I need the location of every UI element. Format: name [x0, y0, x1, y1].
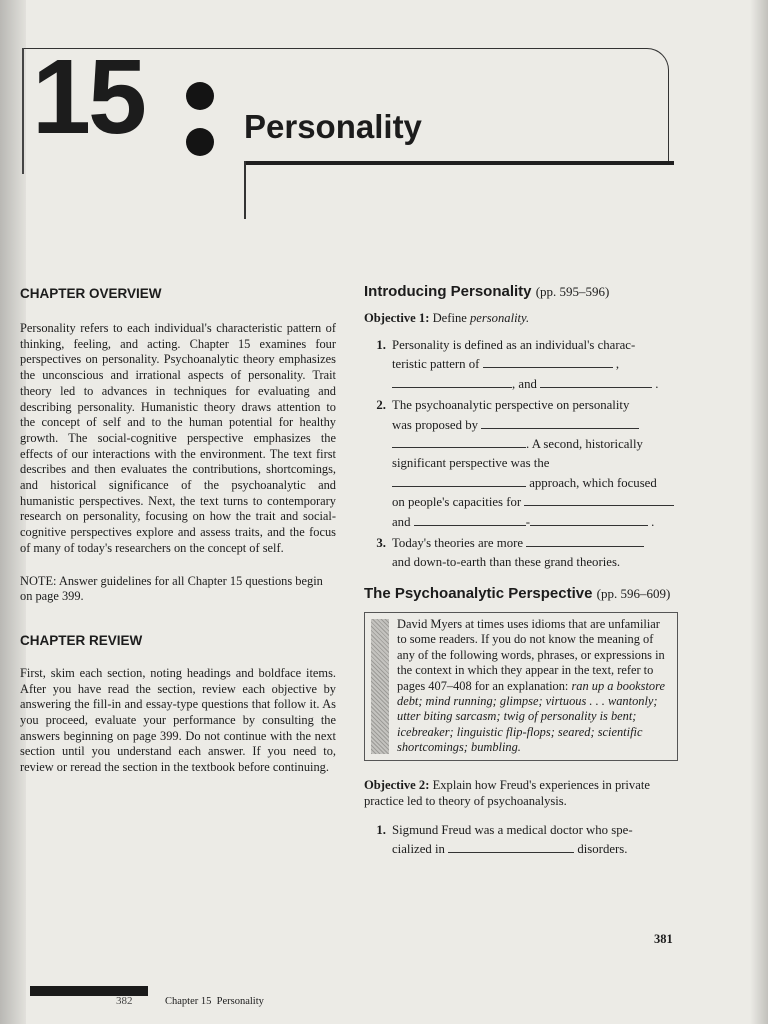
review-text: First, skim each section, noting headings and boldface items. After you have read the section, review each objective by answering the fill-in and essay-type questions that follow it. As you proceed, evaluate your performance by consulting the answers beginning on page 399. Do not continue with the next section until you understand each answer. If you need to, review or reread the section in the textbook before continuing.	[20, 665, 336, 775]
blank-2c[interactable]	[392, 475, 526, 487]
scan-shadow-right	[750, 0, 768, 1024]
blank-q2-1[interactable]	[448, 841, 574, 853]
blank-2a[interactable]	[481, 417, 639, 429]
blank-2f[interactable]	[530, 514, 648, 526]
footer-page-number: 382	[116, 995, 133, 1007]
header-rule-stem	[244, 161, 246, 219]
box-shade	[371, 619, 389, 754]
header-frame-left	[22, 48, 24, 174]
blank-2e[interactable]	[414, 514, 526, 526]
page-number: 381	[654, 932, 673, 946]
overview-note: NOTE: Answer guidelines for all Chapter 15 questions begin on page 399.	[20, 573, 323, 604]
chapter-number: 15	[32, 38, 144, 156]
psychoanalytic-pages: (pp. 596–609)	[596, 585, 671, 601]
overview-heading: CHAPTER OVERVIEW	[20, 286, 162, 301]
idiom-box	[364, 612, 678, 761]
intro-heading: Introducing Personality (pp. 595–596)	[364, 283, 610, 300]
objective-1: Objective 1: Define personality.	[364, 311, 530, 325]
review-heading: CHAPTER REVIEW	[20, 632, 143, 648]
question-2-1: 1. Sigmund Freud was a medical doctor who spe- cialized in disorders.	[376, 822, 633, 856]
idiom-terms: ran up a bookstore debt; mind running; glimpse; virtuous . . . wantonly; utter biting sarcasm; twig of personality is bent; icebreaker; linguistic flip-flops; seared; scientific shortcomings; bumbling.	[397, 678, 665, 755]
blank-1c[interactable]	[540, 376, 652, 388]
psychoanalytic-heading: The Psychoanalytic Perspective (pp. 596–609)	[364, 584, 671, 602]
overview-text: Personality refers to each individual's characteristic pattern of thinking, feeling, and acting. Chapter 15 examines four perspectives on personality. Psychoanalytic theory emphasizes the unconscious and irrational aspects of personality. Trait theory led to advances in techniques for evaluating and describing personality. Humanistic theory draws attention to the concept of self and to the human potential for healthy growth. The social-cognitive perspective emphasizes the effects of our interactions with the environment. The text first describes and then evaluates the contributions, shortcomings, and historical significance of the psychoanalytic and humanistic perspectives. Next, the text turns to contemporary research on personality, focusing on how the trait and social-cognitive perspectives explore and assess traits, and the focus of many of today's researchers on the concept of self.	[20, 321, 336, 555]
idiom-intro: David Myers at times uses idioms that are unfamiliar to some readers. If you do not know the meaning of any of the following words, phrases, or expressions in the context in which they appear in the text, refer to pages 407–408 for an explanation:	[397, 616, 665, 693]
objective-2: Objective 2: Explain how Freud's experiences in private practice led to theory of psychoanalysis.	[364, 777, 650, 808]
question-1-3: 3. Today's theories are more and down-to-earth than these grand theories.	[364, 534, 678, 573]
right-column	[364, 283, 678, 859]
blank-2d[interactable]	[524, 494, 674, 506]
left-column	[20, 286, 336, 776]
chapter-title: Personality	[244, 108, 422, 145]
question-1-2: 2. The psychoanalytic perspective on personality was proposed by . A second, historically significant perspective was the approach, which focused on people's capacities for and - .	[364, 396, 678, 532]
question-1-1: 1. Personality is defined as an individual's charac- teristic pattern of , , and .	[376, 338, 659, 391]
blank-3a[interactable]	[526, 535, 644, 547]
blank-2b[interactable]	[392, 436, 526, 448]
header-rule	[244, 161, 674, 165]
blank-1a[interactable]	[483, 356, 613, 368]
footer-title: Chapter 15 Personality	[165, 996, 264, 1007]
intro-pages: (pp. 595–596)	[535, 284, 610, 299]
colon-mark	[186, 82, 216, 154]
blank-1b[interactable]	[392, 376, 512, 388]
